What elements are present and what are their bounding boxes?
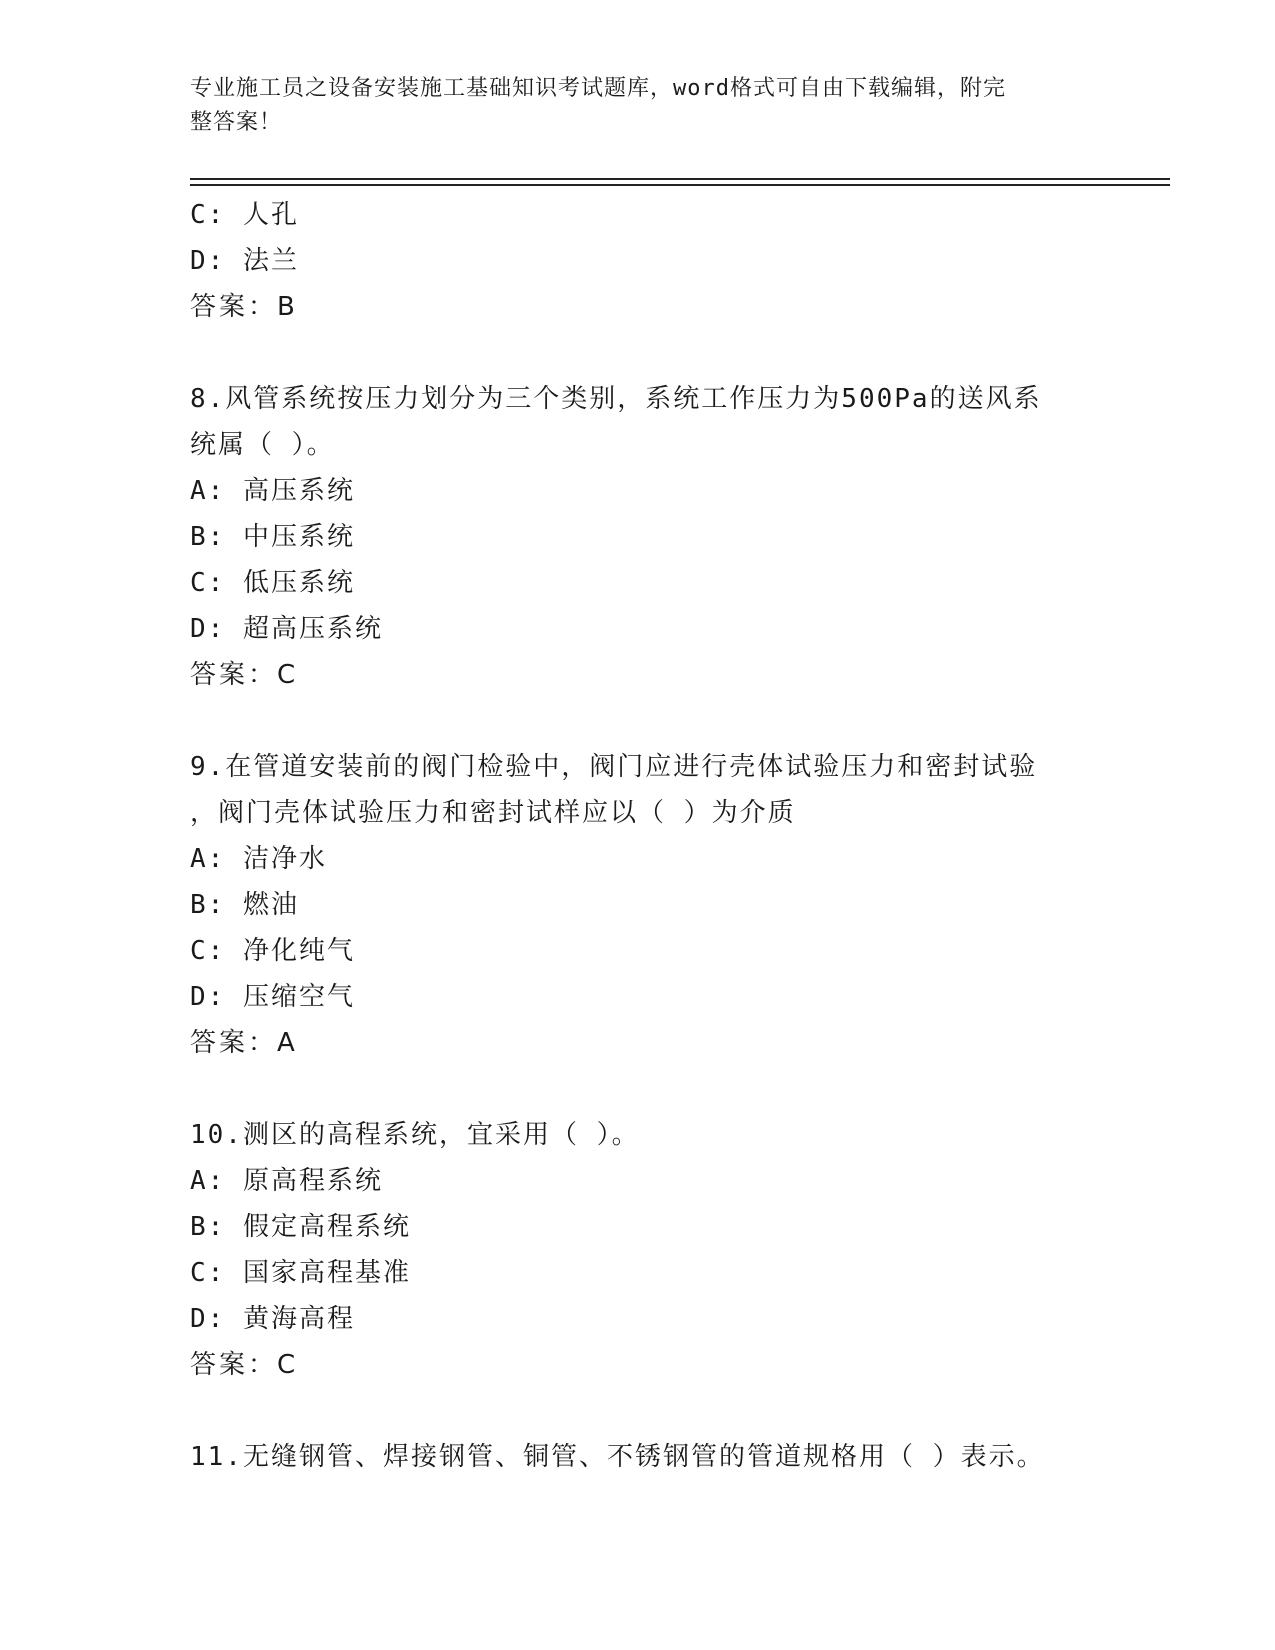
question-11 bbox=[190, 1434, 1090, 1480]
option-c: C: 净化纯气 bbox=[190, 936, 355, 966]
question-stem-line: ，阀门壳体试验压力和密封试样应以（ ）为介质 bbox=[190, 798, 796, 828]
question-stem-line: 9.在管道安装前的阀门检验中，阀门应进行壳体试验压力和密封试验 bbox=[190, 752, 1038, 782]
question-stem-line: 10.测区的高程系统，宜采用（ ）。 bbox=[190, 1120, 640, 1150]
option-b: B: 燃油 bbox=[190, 890, 299, 920]
option-b: B: 假定高程系统 bbox=[190, 1212, 411, 1242]
answer-label: 答案：C bbox=[190, 660, 299, 690]
option-c: C: 低压系统 bbox=[190, 568, 355, 598]
question-7-tail bbox=[190, 192, 1090, 330]
answer-label: 答案：B bbox=[190, 292, 298, 322]
document-header bbox=[190, 72, 1080, 140]
question-9 bbox=[190, 744, 1090, 1066]
header-line-2: 整答案！ bbox=[190, 110, 283, 135]
option-a: A: 洁净水 bbox=[190, 844, 327, 874]
question-stem-line: 统属（ ）。 bbox=[190, 430, 335, 460]
option-c: C: 人孔 bbox=[190, 200, 299, 230]
option-d: D: 黄海高程 bbox=[190, 1304, 355, 1334]
option-a: A: 高压系统 bbox=[190, 476, 355, 506]
question-8 bbox=[190, 376, 1090, 698]
option-a: A: 原高程系统 bbox=[190, 1166, 383, 1196]
option-b: B: 中压系统 bbox=[190, 522, 355, 552]
header-rule-bottom bbox=[190, 184, 1170, 186]
answer-label: 答案：A bbox=[190, 1028, 298, 1058]
answer-label: 答案：C bbox=[190, 1350, 299, 1380]
header-rule-top bbox=[190, 178, 1170, 180]
option-c: C: 国家高程基准 bbox=[190, 1258, 411, 1288]
question-10 bbox=[190, 1112, 1090, 1388]
question-stem-line: 11.无缝钢管、焊接钢管、铜管、不锈钢管的管道规格用（ ）表示。 bbox=[190, 1442, 1045, 1472]
option-d: D: 超高压系统 bbox=[190, 614, 383, 644]
question-list bbox=[190, 192, 1090, 1480]
header-line-1: 专业施工员之设备安装施工基础知识考试题库，word格式可自由下载编辑，附完 bbox=[190, 76, 1006, 101]
option-d: D: 法兰 bbox=[190, 246, 299, 276]
question-stem-line: 8.风管系统按压力划分为三个类别，系统工作压力为500Pa的送风系 bbox=[190, 384, 1042, 414]
option-d: D: 压缩空气 bbox=[190, 982, 355, 1012]
